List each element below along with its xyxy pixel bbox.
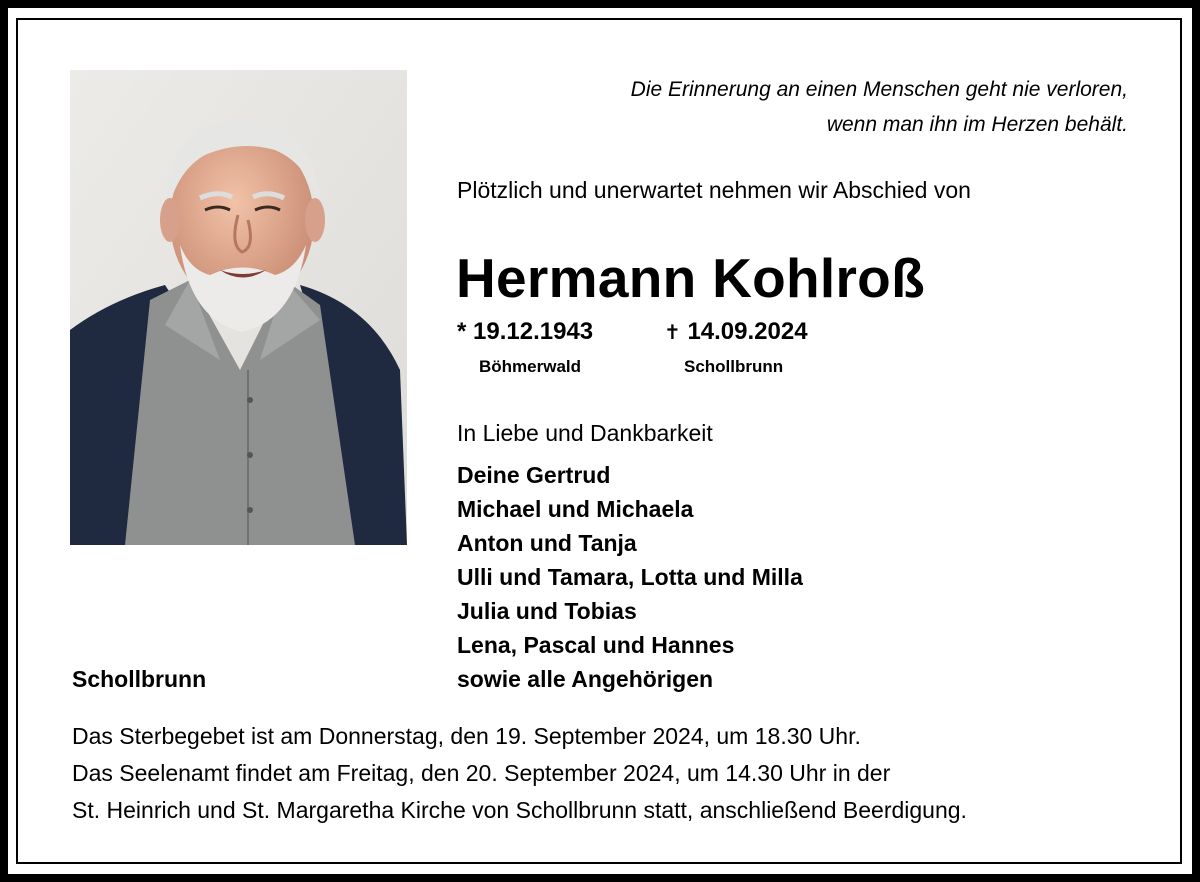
family-member: Michael und Michaela bbox=[457, 496, 694, 522]
birth-date bbox=[457, 318, 593, 346]
service-notice bbox=[72, 718, 967, 829]
birth-symbol: * bbox=[457, 318, 467, 345]
family-list bbox=[457, 458, 803, 696]
family-member: Ulli und Tamara, Lotta und Milla bbox=[457, 564, 803, 590]
intro-text: Plötzlich und unerwartet nehmen wir Abschied von bbox=[457, 177, 971, 203]
death-date-value: 14.09.2024 bbox=[687, 318, 808, 345]
notice-line: St. Heinrich und St. Margaretha Kirche von Schollbrunn statt, anschließend Beerdigung. bbox=[72, 797, 967, 823]
thanks-text: In Liebe und Dankbarkeit bbox=[457, 420, 713, 446]
memorial-quote bbox=[488, 72, 1128, 142]
death-date bbox=[664, 318, 808, 346]
notice-line: Das Sterbegebet ist am Donnerstag, den 19. September 2024, um 18.30 Uhr. bbox=[72, 723, 861, 749]
town-name: Schollbrunn bbox=[72, 666, 207, 692]
family-member: Anton und Tanja bbox=[457, 530, 637, 556]
family-member: sowie alle Angehörigen bbox=[457, 666, 714, 692]
family-member: Lena, Pascal und Hannes bbox=[457, 632, 735, 658]
notice-line: Das Seelenamt findet am Freitag, den 20. September 2024, um 14.30 Uhr in der bbox=[72, 760, 891, 786]
family-member: Deine Gertrud bbox=[457, 462, 611, 488]
portrait-illustration bbox=[70, 70, 407, 545]
family-member: Julia und Tobias bbox=[457, 598, 637, 624]
portrait-photo bbox=[70, 70, 407, 545]
deceased-name: Hermann Kohlroß bbox=[456, 247, 925, 309]
birth-place: Böhmerwald bbox=[479, 357, 582, 376]
quote-line-1: Die Erinnerung an einen Menschen geht nie verloren, bbox=[630, 78, 1128, 101]
quote-line-2: wenn man ihn im Herzen behält. bbox=[826, 113, 1128, 136]
death-cross-icon: ✝ bbox=[664, 322, 681, 344]
birth-date-value: 19.12.1943 bbox=[473, 318, 594, 345]
death-place: Schollbrunn bbox=[684, 357, 784, 376]
